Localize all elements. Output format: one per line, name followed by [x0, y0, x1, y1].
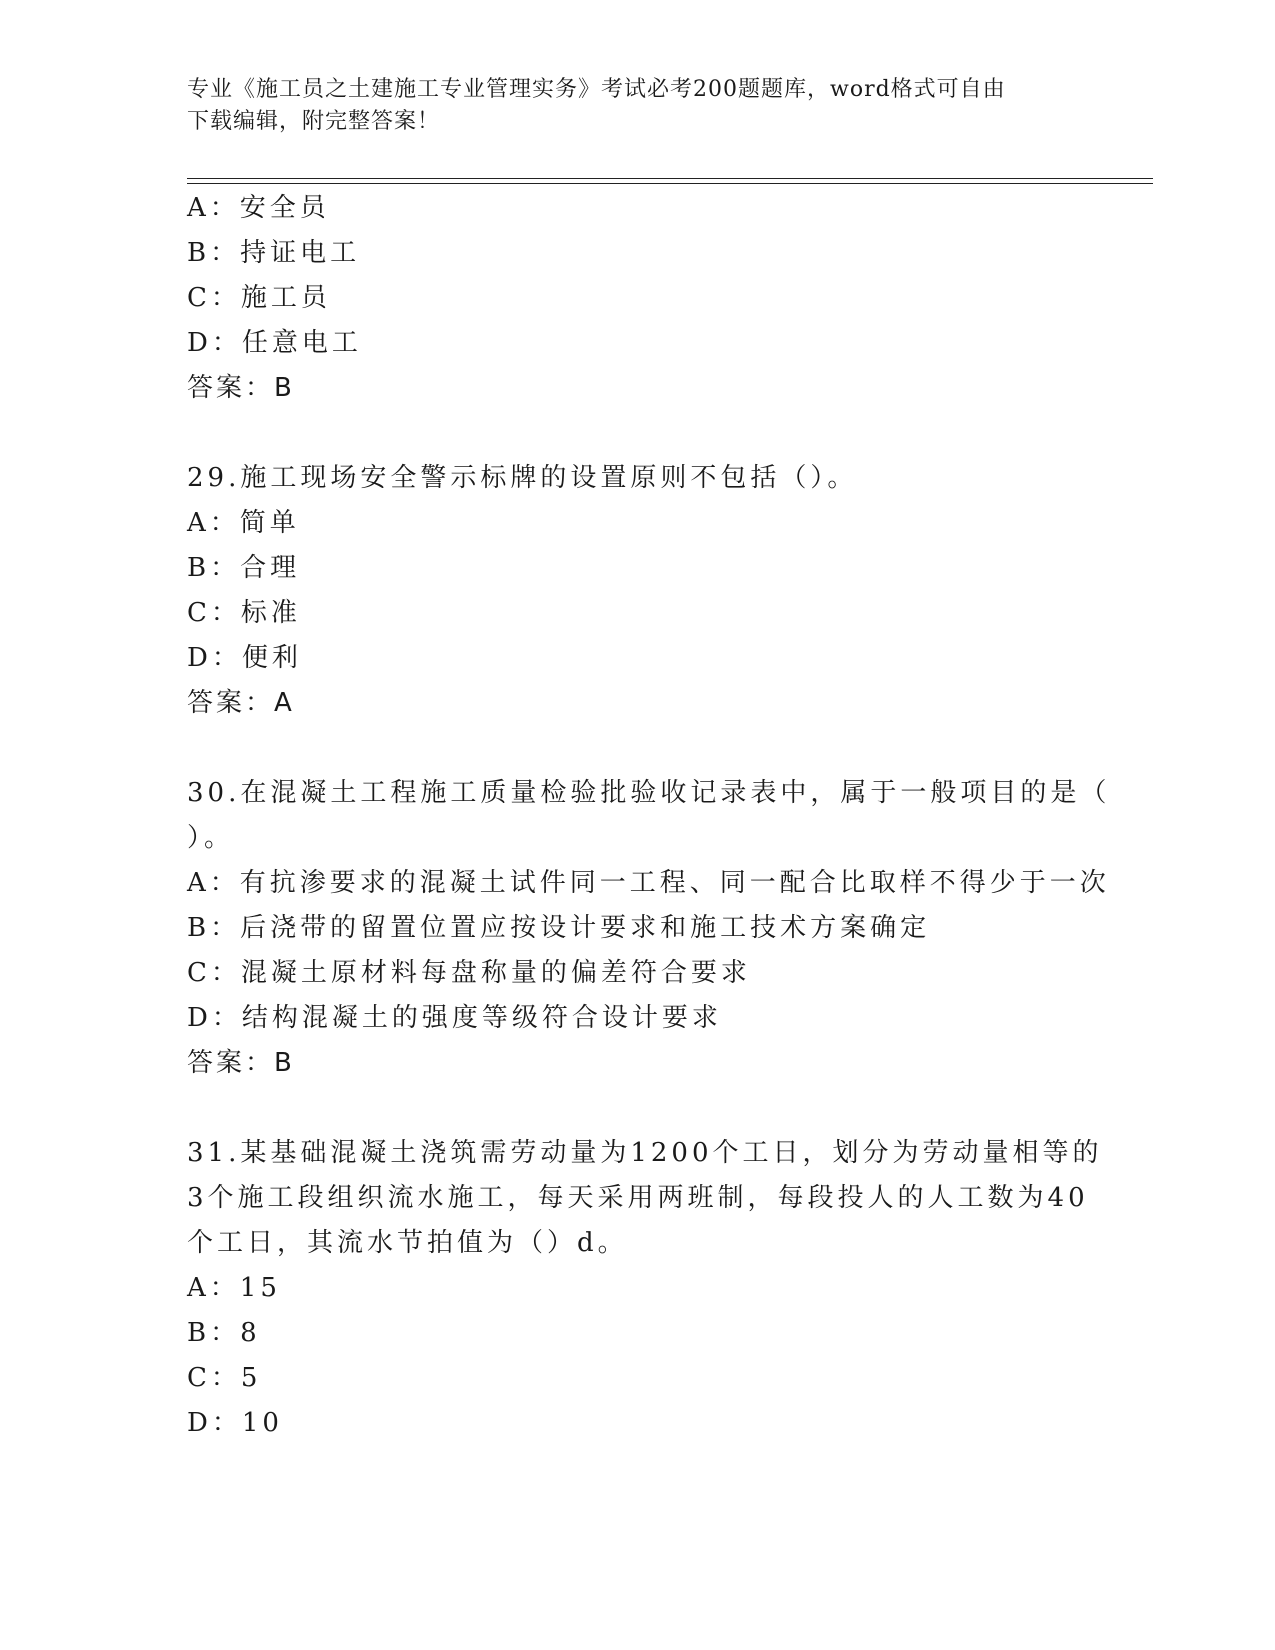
q29-option-c: C：标准	[187, 598, 301, 628]
q31-option-c: C：5	[187, 1363, 262, 1393]
q29-option-b: B：合理	[187, 553, 301, 583]
q31-question-line-1: 31.某基础混凝土浇筑需劳动量为1200个工日，划分为劳动量相等的	[187, 1138, 1103, 1168]
q31-option-d: D：10	[187, 1408, 283, 1438]
q28-option-a: A：安全员	[187, 193, 330, 223]
header-divider-top	[187, 178, 1153, 179]
document-header	[187, 74, 1087, 138]
q30-question-line-2: ）。	[187, 823, 235, 853]
q30-answer: 答案：B	[187, 1048, 295, 1078]
header-line-2: 下载编辑，附完整答案！	[187, 109, 441, 134]
q29-answer: 答案：A	[187, 688, 295, 718]
q28-answer: 答案：B	[187, 373, 295, 403]
header-line-1: 专业《施工员之土建施工专业管理实务》考试必考200题题库，word格式可自由	[187, 77, 1006, 102]
q29-question: 29.施工现场安全警示标牌的设置原则不包括（）。	[187, 463, 858, 493]
q29-option-a: A：简单	[187, 508, 300, 538]
q31-option-a: A：15	[187, 1273, 281, 1303]
q30-option-d: D：结构混凝土的强度等级符合设计要求	[187, 1003, 722, 1033]
q31-question-line-3: 个工日，其流水节拍值为（）d。	[187, 1228, 628, 1258]
q29-option-d: D：便利	[187, 643, 302, 673]
q30-option-b: B：后浇带的留置位置应按设计要求和施工技术方案确定	[187, 913, 931, 943]
q30-option-a: A：有抗渗要求的混凝土试件同一工程、同一配合比取样不得少于一次	[187, 868, 1110, 898]
q28-option-c: C：施工员	[187, 283, 331, 313]
q30-option-c: C：混凝土原材料每盘称量的偏差符合要求	[187, 958, 751, 988]
header-divider-bottom	[187, 183, 1153, 184]
q28-option-b: B：持证电工	[187, 238, 361, 268]
q30-question-line-1: 30.在混凝土工程施工质量检验批验收记录表中，属于一般项目的是（	[187, 778, 1111, 808]
q28-option-d: D：任意电工	[187, 328, 362, 358]
q31-option-b: B：8	[187, 1318, 261, 1348]
q31-question-line-2: 3个施工段组织流水施工，每天采用两班制，每段投人的人工数为40	[187, 1183, 1089, 1213]
